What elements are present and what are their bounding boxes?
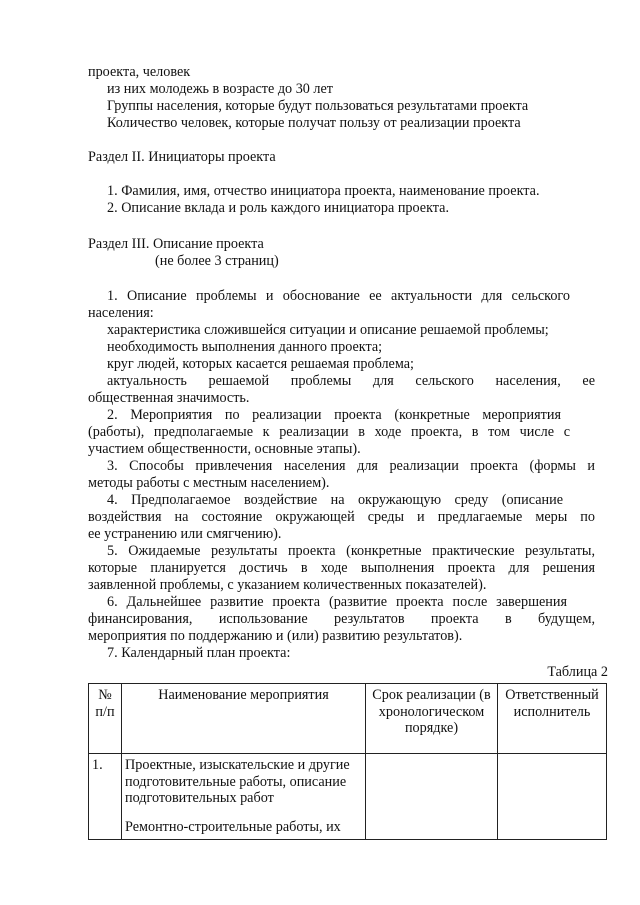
table-caption: Таблица 2 xyxy=(547,664,608,680)
p2-line-3: участием общественности, основные этапы). xyxy=(88,441,361,457)
calendar-plan-table xyxy=(88,683,607,840)
section-2-item-2: 2. Описание вклада и роль каждого инициатора проекта. xyxy=(107,200,449,216)
p4-line-2: воздействия на состояние окружающей среды и предлагаемые меры по xyxy=(88,509,595,525)
p1-line-4: необходимость выполнения данного проекта; xyxy=(107,339,383,355)
p3-line-1: 3. Способы привлечения населения для реализации проекта (формы и xyxy=(107,458,595,474)
section-2-title: Раздел II. Инициаторы проекта xyxy=(88,149,276,165)
row-resp xyxy=(498,754,607,840)
p1-line-7: общественная значимость. xyxy=(88,390,250,406)
p6-line-2: финансирования, использование результатов проекта в будущем, xyxy=(88,611,595,627)
p6-line-3: мероприятия по поддержанию и (или) развитию результатов). xyxy=(88,628,463,644)
row-name-part-1: Проектные, изыскательские и другие подготовительные работы, описание подготовительных работ xyxy=(125,757,350,806)
row-num: 1. xyxy=(89,754,122,840)
section-2-item-1: 1. Фамилия, имя, отчество инициатора проекта, наименование проекта. xyxy=(107,183,540,199)
p7-line-1: 7. Календарный план проекта: xyxy=(107,645,291,661)
p5-line-1: 5. Ожидаемые результаты проекта (конкретные практические результаты, xyxy=(107,543,595,559)
table-row xyxy=(89,754,607,840)
intro-line-1: проекта, человек xyxy=(88,64,191,80)
row-name xyxy=(122,754,366,840)
p2-line-2: (работы), предполагаемые к реализации в ходе проекта, в том числе с xyxy=(88,424,570,440)
intro-line-2: из них молодежь в возрасте до 30 лет xyxy=(107,81,334,97)
p5-line-3: заявленной проблемы, с указанием количественных показателей). xyxy=(88,577,487,593)
p4-line-3: ее устранению или смягчению). xyxy=(88,526,282,542)
section-3-title: Раздел III. Описание проекта xyxy=(88,236,264,252)
p1-line-5: круг людей, которых касается решаемая проблема; xyxy=(107,356,414,372)
row-name-part-2: Ремонтно-строительные работы, их xyxy=(125,818,341,835)
p1-line-1: 1. Описание проблемы и обоснование ее актуальности для сельского xyxy=(107,288,570,304)
header-resp: Ответственный исполнитель xyxy=(498,684,607,754)
p6-line-1: 6. Дальнейшее развитие проекта (развитие проекта после завершения xyxy=(107,594,567,610)
row-term xyxy=(366,754,498,840)
header-name: Наименование мероприятия xyxy=(122,684,366,754)
intro-line-3: Группы населения, которые будут пользоваться результатами проекта xyxy=(107,98,529,114)
p1-line-3: характеристика сложившейся ситуации и описание решаемой проблемы; xyxy=(107,322,549,338)
p4-line-1: 4. Предполагаемое воздействие на окружающую среду (описание xyxy=(107,492,563,508)
table-header-row xyxy=(89,684,607,754)
intro-line-4: Количество человек, которые получат пользу от реализации проекта xyxy=(107,115,521,131)
p3-line-2: методы работы с местным населением). xyxy=(88,475,330,491)
p1-line-2: населения: xyxy=(88,305,154,321)
header-num: № п/п xyxy=(89,684,122,754)
p2-line-1: 2. Мероприятия по реализации проекта (конкретные мероприятия xyxy=(107,407,561,423)
p5-line-2: которые планируется достичь в ходе выполнения проекта для решения xyxy=(88,560,595,576)
p1-line-6: актуальность решаемой проблемы для сельского населения, ее xyxy=(107,373,595,389)
section-3-subtitle: (не более 3 страниц) xyxy=(155,253,279,269)
header-term: Срок реализации (в хронологическом порядке) xyxy=(366,684,498,754)
